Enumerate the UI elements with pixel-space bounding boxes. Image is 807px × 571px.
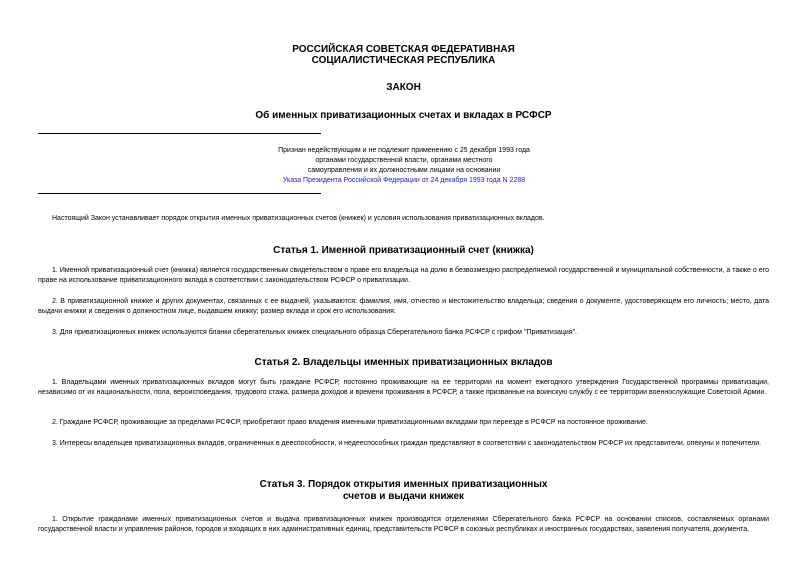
validity-note [240, 146, 568, 186]
article-3-paragraph-1: 1. Открытие гражданами именных приватизационных счетов и выдача приватизационных книжек производятся отделениями Сберегательного банка РСФСР на основании списков, составляемых органами государственной власти и управления районов, городов и входящих в них административных единиц, представительств РСФСР в союзных республиках и иностранных государствах, заявления получателя, документа, [38, 516, 769, 533]
decree-link[interactable]: Указа Президента Российской Федерации от 24 декабря 1993 года N 2288 [282, 177, 526, 184]
article-1-title: Статья 1. Именной приватизационный счет (книжка) [273, 245, 534, 256]
article-1-paragraph-1: 1. Именной приватизационный счет (книжка) является государственным свидетельством о праве его владельца на долю в безвозмездно распределяемой государственной и муниципальной собственности, а также о его праве на использование приватизационного вклада в соответствии с законодательством РСФСР о приватизации. [38, 267, 769, 284]
divider-bottom [38, 193, 321, 194]
article-3-title [0, 479, 807, 503]
article-2-paragraph-1: 1. Владельцами именных приватизационных вкладов могут быть граждане РСФСР, постоянно проживающие на ее территории на момент ежегодного утверждения Государственной программы приватизации, независимо от их национальности, пола, вероисповедания, трудового стажа, размера доходов и времени проживания в РСФСР, а также призванные на воинскую службу с ее территории военнослужащие Советской Армии. [38, 379, 769, 396]
state-header [0, 44, 807, 66]
state-header-line2: СОЦИАЛИСТИЧЕСКАЯ РЕСПУБЛИКА [311, 55, 496, 66]
divider-top [38, 133, 321, 134]
validity-note-line2: органами государственной власти, органами местного [315, 157, 493, 164]
article-3-title-line1: Статья 3. Порядок открытия именных приватизационных [259, 479, 548, 490]
document-title: Об именных приватизационных счетах и вкладах в РСФСР [255, 110, 552, 121]
law-label: ЗАКОН [386, 82, 421, 93]
validity-note-line3: самоуправления и их должностными лицами на основании [307, 167, 501, 174]
article-3-title-line2: счетов и выдачи книжек [342, 491, 465, 502]
article-1-paragraph-3: 3. Для приватизационных книжек используются бланки сберегательных книжек специального образца Сберегательного банка РСФСР с грифом "Приватизация". [52, 329, 577, 336]
article-2-paragraph-3: 3. Интересы владельцев приватизационных вкладов, ограниченных в дееспособности, и недееспособных граждан представляют в соответствии с законодательством РСФСР их представители, опекуны и попечители. [52, 440, 762, 447]
intro-paragraph: Настоящий Закон устанавливает порядок открытия именных приватизационных счетов (книжек) и условия использования приватизационных вкладов. [52, 215, 545, 222]
validity-note-line1: Признан недействующим и не подлежит применению с 25 декабря 1993 года [278, 147, 530, 154]
article-2-paragraph-2: 2. Граждане РСФСР, проживающие за пределами РСФСР, приобретают право владения именными приватизационными вкладами при переезде в РСФСР на постоянное проживание. [52, 419, 648, 426]
article-2-title: Статья 2. Владельцы именных приватизационных вкладов [254, 357, 553, 368]
state-header-line1: РОССИЙСКАЯ СОВЕТСКАЯ ФЕДЕРАТИВНАЯ [292, 44, 515, 55]
article-1-paragraph-2: 2. В приватизационной книжке и других документах, связанных с ее выдачей, указываются: фамилия, имя, отчество и местожительство владельца; сведения о документе, удостоверяющем его личность; место, дата выдачи книжки и сведения о должностном лице, выдавшем книжку; размер вклада и срок его использования. [38, 298, 769, 315]
